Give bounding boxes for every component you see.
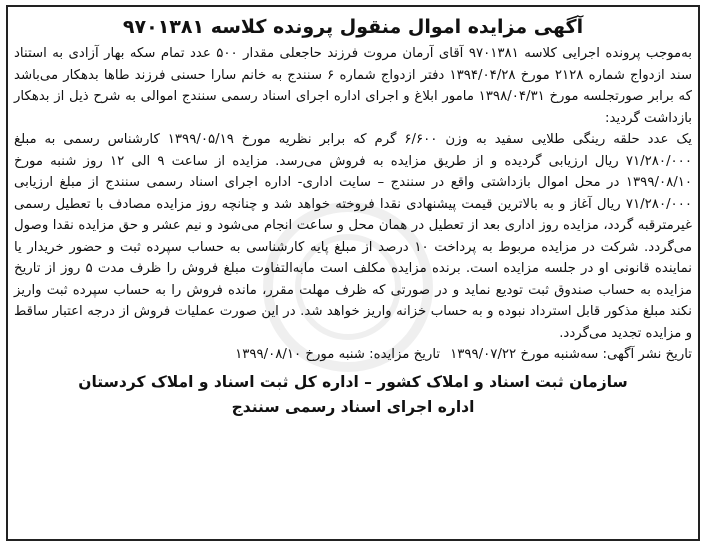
publish-date: تاریخ نشر آگهی: سه‌شنبه مورخ ۱۳۹۹/۰۷/۲۲ [450, 347, 692, 362]
notice-title: آگهی مزایده اموال منقول پرونده کلاسه ۹۷۰۱۳۸۱ [122, 16, 584, 38]
auction-date: تاریخ مزایده: شنبه مورخ ۱۳۹۹/۰۸/۱۰ [235, 347, 441, 362]
notice-dates [14, 344, 692, 366]
footer-organization: سازمان ثبت اسناد و املاک کشور – اداره کل ثبت اسناد و املاک کردستان [78, 372, 628, 391]
notice-paragraph-1: به‌موجب پرونده اجرایی کلاسه ۹۷۰۱۳۸۱ آقای آرمان مروت فرزند حاجعلی مقدار ۵۰۰ عدد تمام سکه بهار آزادی به استناد سند ازدواج شماره ۲۱۲۸ مورخ ۱۳۹۴/۰۴/۲۸ دفتر ازدواج شماره ۶ سنندج به خانم سارا حسنی فرزند طاها بدهکار می‌باشد که برابر صورتجلسه مورخ ۱۳۹۸/۰۴/۳۱ مامور ابلاغ و اجرای اداره اجرای اسناد رسمی سنندج اموالی به شرح ذیل از بدهکار بازداشت گردید: [14, 46, 693, 126]
footer-office: اداره اجرای اسناد رسمی سنندج [231, 397, 475, 416]
notice-footer [14, 370, 692, 420]
notice-paragraph-2: یک عدد حلقه رینگی طلایی سفید به وزن ۶/۶۰۰ گرم که برابر نظریه مورخ ۱۳۹۹/۰۵/۱۹ کارشناس رسمی به مبلغ ۷۱/۲۸۰/۰۰۰ ریال ارزیابی گردیده و از طریق مزایده به فروش می‌رسد. مزایده از ساعت ۹ الی ۱۲ روز شنبه مورخ ۱۳۹۹/۰۸/۱۰ در محل اموال بازداشتی واقع در سنندج – سایت اداری- اداره اجرای اسناد رسمی سنندج از مبلغ ارزیابی ۷۱/۲۸۰/۰۰۰ ریال آغاز و به بالاترین قیمت پیشنهادی نقدا فروخته خواهد شد و چنانچه روز مزایده مصادف با تعطیل رسمی غیرمترقبه گردد، مزایده روز اداری بعد از تعطیل در همان محل و ساعت انجام می‌شود و نیم عشر و حق مزایده نقدا وصول می‌گردد. شرکت در مزایده مربوط به پرداخت ۱۰ درصد از مبلغ پایه کارشناسی به حساب سپرده ثبت و حضور خریدار یا نماینده قانونی او در جلسه مزایده است. برنده مزایده مکلف است مابه‌التفاوت مبلغ فروش را ظرف مدت ۵ روز از تاریخ مزایده به حساب صندوق ثبت تودیع نماید و در صورتی که ظرف مهلت مقرر، مانده فروش را به حساب سپرده ثبت واریز نکند مبلغ مذکور قابل استرداد نبوده و به حساب خزانه واریز خواهد شد. در این صورت عملیات فروش از درجه اعتبار ساقط و مزایده تجدید می‌گردد. [14, 132, 692, 341]
notice-frame [6, 5, 700, 541]
notice-body [14, 13, 692, 533]
